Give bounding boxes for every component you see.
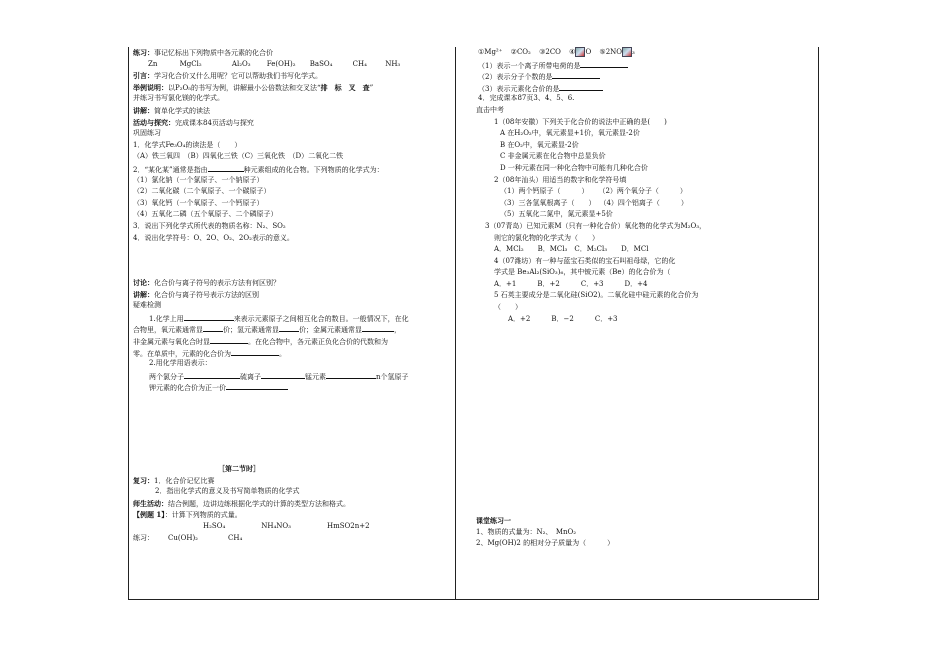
section-second-lesson: ［第二节时］ [218, 464, 260, 474]
left-column [133, 47, 451, 544]
line-teacher-student: 师生活动：结合例题，边讲边练根据化学式的计算的类型方法和格式。 [133, 498, 350, 508]
exam-q2: 2（08年汕头）用适当的数字和化学符号填 [494, 175, 627, 184]
fill-1: 1.化学上用 来表示元素原子之间相互化合的数目。一般情况下，在化 [133, 312, 451, 324]
blank [203, 323, 223, 332]
section-consolidation: 巩固练习 [133, 129, 161, 138]
right-column [478, 47, 813, 550]
blank [184, 370, 240, 379]
fill-1-b: 合物里，氧元素通常显 价；氢元素通常显 价；金属元素通常显 ， [133, 323, 451, 335]
question-2-1: （1）氯化钠（一个氯原子、一个钠原子） [133, 175, 264, 184]
line-intro: 引言：学习化合价又什么用呢？它可以帮助我们书写化学式。 [133, 71, 322, 81]
line-textbook: 4．完成课本87页3、4、5、6. [478, 94, 575, 103]
line-activity: 活动与探究：完成课本84页活动与探究 [133, 117, 254, 127]
line-practice-2: 练习： Cu(OH)₂ CH₄ [133, 533, 243, 542]
blank [208, 163, 244, 172]
exam-q2-5: （5）五氧化二氮中，氮元素显+5价 [500, 210, 613, 219]
class-practice-2: 2、Mg(OH)2 的相对分子质量为（ ） [476, 539, 615, 548]
exam-q1: 1（08年安徽）下列关于化合价的说法中正确的是( ) [494, 117, 667, 126]
exam-q1-d: D 一种元素在同一种化合物中可能有几种化合价 [500, 163, 648, 172]
class-practice-1: 1、物质的式量为：N₂、 MnO₂ [476, 527, 577, 536]
question-3: 3．说出下列化学式所代表的物质名称：N₂、SO₂ [133, 221, 286, 230]
line-example-1-formulas: H₂SO₄ NH₄NO₃ HmSO2n+2 [203, 522, 370, 530]
section-class-practice: 课堂练习一 [476, 516, 511, 526]
question-r-3: （3）表示元素化合价的是 [478, 82, 813, 94]
question-2-4: （4）五氧化二磷（五个氧原子、二个磷原子） [133, 210, 278, 219]
exam-q4-options: A．+1 B．+2 C．+3 D．+4 [494, 279, 648, 288]
blank [552, 70, 600, 79]
exam-q3-b: 则它的氯化物的化学式为（ ） [494, 233, 599, 242]
embedded-image-icon [575, 47, 585, 57]
question-1: 1．化学式Fe₃O₄的读法是（ ） [133, 140, 242, 149]
line-formula-list: Zn MgCl₂ Al₂O₃ Fe(OH)₂ BaSO₄ CH₄ NH₃ [148, 59, 401, 68]
fill-1-d: 零。在单质中，元素的化合价为 。 [133, 347, 451, 359]
line-practice: 练习：事记忆标出下列物质中各元素的化合价 [133, 48, 273, 57]
embedded-image-icon [622, 47, 632, 57]
fill-2-a: 两个氯分子 硫离子 锰元素 n个氢原子 [133, 370, 451, 382]
exam-q4-b: 学式是 Be₃Al₂(SiO₃)₆，其中铍元素（Be）的化合价为（ [494, 268, 671, 277]
question-2: 2．“某化某”通常是指由 种元素组成的化合物。下列物质的化学式为： [133, 163, 451, 175]
exam-q1-b: B 在O₂中，氧元素显-2价 [500, 140, 579, 149]
exam-q4: 4（07潍坊）有一种与蓝宝石类似的宝石叫祖母绿，它的化 [494, 256, 676, 265]
exam-q2-1: （1）两个钙原子（ ） （2）两个氧分子（ ） [500, 187, 687, 196]
blank [184, 312, 234, 321]
exam-q5: 5 石英主要成分是二氧化硅(SiO2)。二氧化硅中硅元素的化合价为 [494, 291, 699, 300]
column-divider [455, 47, 456, 600]
line-example: 举例说明：以P₂O₅的书写为例，讲解最小公倍数法和交叉法“排 标 叉 查” [133, 82, 374, 92]
exam-q1-c: C 非金属元素在化合物中总显负价 [500, 152, 606, 161]
question-1-options: （A）铁三氧四 （B）四氧化三铁（C）三氧化铁 （D）二氧化二铁 [133, 152, 344, 161]
section-exam: 直击中考 [476, 105, 504, 114]
fill-1-c: 非金属元素与氧化合时显 。在化合物中，各元素正负化合价的代数和为 [133, 335, 451, 347]
blank [261, 370, 305, 379]
line-discussion: 讨论：化合价与离子符号的表示方法有何区别？ [133, 278, 280, 288]
blank [231, 347, 279, 356]
line-example-2: 并练习书写氯化镁的化学式。 [133, 94, 224, 103]
line-review: 复习：1．化合价记忆比赛 [133, 475, 215, 485]
question-r-1: （1）表示一个离子所带电荷的是 [478, 59, 813, 71]
fill-2: 2.用化学用语表示： [149, 359, 212, 368]
exam-q2-3: （3）三各氢氧根离子（ ） （4）四个铝离子（ ） [500, 198, 688, 207]
line-explain-2: 讲解：化合价与离子符号表示方法的区别 [133, 289, 259, 299]
blank [326, 370, 376, 379]
line-review-2: 2．指出化学式的意义及书写简单物质的化学式 [155, 487, 300, 496]
blank [559, 82, 603, 91]
exam-q5-b: （ ） [494, 303, 522, 312]
blank [580, 59, 628, 68]
question-4: 4．说出化学符号：O、2O、O₂、2O₂表示的意义。 [133, 233, 294, 242]
symbol-list: ①Mg²⁺ ②CO₂ ③2CO ④ O ⑤2NO ₃ [478, 48, 635, 56]
blank [226, 381, 288, 390]
section-difficulty-check: 疑难检测 [133, 301, 161, 310]
exam-q5-options: A．+2 B．−2 C．+3 [508, 314, 618, 323]
exam-q1-a: A 在H₂O₂中，氧元素显+1价，氧元素显-2价 [500, 129, 640, 138]
exam-q3-options: A．MCl₂ B．MCl₃ C．M₂Cl₃ D．MCl [494, 245, 649, 254]
blank [362, 323, 394, 332]
line-example-1: 【例题 1】：计算下列物质的式量。 [133, 510, 242, 520]
question-r-2: （2）表示分子个数的是 [478, 70, 813, 82]
question-2-2: （2）二氧化碳（二个氧原子、一个碳原子） [133, 187, 271, 196]
line-explain: 讲解：简单化学式的读法 [133, 105, 210, 115]
exam-q3: 3（07青岛）已知元素M（只有一种化合价）氧化物的化学式为M₂O₃， [485, 221, 707, 230]
blank [210, 335, 248, 344]
fill-2-b: 钾元素的化合价为正一价 [133, 381, 451, 393]
blank [279, 323, 299, 332]
question-2-3: （3）氧化钙（一个氧原子、一个钙原子） [133, 198, 264, 207]
